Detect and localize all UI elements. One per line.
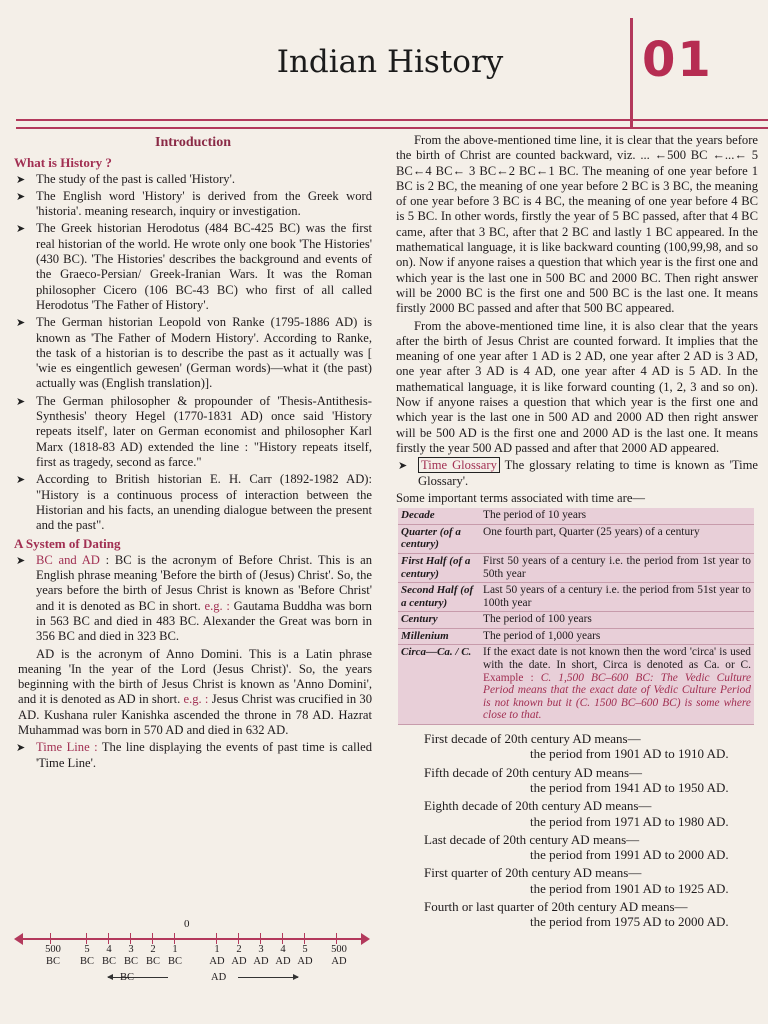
time-glossary-label: Time Glossary	[418, 457, 500, 473]
arrow-bullet-icon: ➤	[16, 394, 26, 408]
decade-answer: the period from 1975 AD to 2000 AD.	[530, 914, 729, 930]
decade-question: Last decade of 20th century AD means—	[424, 831, 640, 847]
bc-arrow-label: BC	[120, 972, 135, 983]
decade-question: Eighth decade of 20th century AD means—	[424, 798, 652, 814]
decade-example	[396, 899, 758, 930]
decade-question: First decade of 20th century AD means—	[424, 731, 641, 747]
timeline-tick	[130, 933, 131, 944]
what-is-history-heading: What is History ?	[14, 155, 112, 171]
timeline-tick	[336, 933, 337, 944]
ad-paragraph: AD is the acronym of Anno Domini. This is a Latin phrase meaning 'In the year of the Lord (Jesus Christ)'. So, the years beginning with the birth of Jesus Christ is known as 'Anno Domini', and it is denoted as AD in short. e.g. : Jesus Christ was crucified in 30 AD. Kushana ruler Kanishka ascended the throne in 78 AD. Hazrat Muhammad was born in 570 AD and died in 632 AD.	[18, 646, 372, 737]
bcad-label: BC and AD	[36, 552, 100, 567]
glossary-row	[398, 524, 754, 553]
timeline-mark-label: 4 AD	[275, 944, 291, 967]
arrow-bullet-icon: ➤	[398, 459, 408, 473]
timeline-tick	[260, 933, 261, 944]
example-label: Example :	[483, 671, 534, 684]
backward-arrow-icon	[108, 977, 168, 978]
arrow-bullet-icon: ➤	[16, 316, 26, 330]
bullet-item: ➤ Time Line : The line displaying the events of past time is called 'Time Line'.	[16, 740, 372, 770]
timeline-mark-label: 2 AD	[231, 944, 247, 967]
chapter-number: 01	[642, 32, 713, 88]
arrow-bullet-icon: ➤	[16, 741, 26, 755]
forward-arrow-icon	[238, 977, 298, 978]
glossary-row	[398, 645, 754, 725]
timeline-mark-label: 3 AD	[253, 944, 269, 967]
example-label: e.g. :	[204, 598, 230, 613]
terms-intro: Some important terms associated with time are—	[396, 490, 646, 505]
decade-answer: the period from 1941 AD to 1950 AD.	[530, 779, 729, 795]
page-title: Indian History	[276, 44, 504, 80]
system-of-dating-heading: A System of Dating	[14, 536, 121, 552]
bullet-item: ➤ The Greek historian Herodotus (484 BC-425 BC) was the first real historian of the world. He wrote only one book 'The Histories' (430 BC). 'The Histories' describes the background and events of the Graeco-Persian/ Greek-Iranian Wars. It was the Roman philosopher Cicero (106 BC-43 BC) who first of all called Herodotus 'The Father of History'.	[16, 221, 372, 312]
decade-example	[396, 731, 758, 762]
glossary-term: Quarter (of a century)	[401, 525, 461, 551]
decade-answer: the period from 1971 AD to 1980 AD.	[530, 813, 729, 829]
timeline-tick	[50, 933, 51, 944]
timeline-tick	[86, 933, 87, 944]
glossary-definition: First 50 years of a century i.e. the period from 1st year to 50th year	[483, 554, 751, 580]
bullet-item: ➤ Time Glossary The glossary relating to time is known as 'Time Glossary'.	[398, 458, 759, 488]
timeline-tick	[152, 933, 153, 944]
timeline-mark-label: 2 BC	[145, 944, 160, 967]
arrow-bullet-icon: ➤	[16, 189, 26, 203]
timeline-diagram	[16, 920, 372, 988]
timeline-tick	[304, 933, 305, 944]
arrow-bullet-icon: ➤	[16, 553, 26, 567]
glossary-definition: One fourth part, Quarter (25 years) of a century	[483, 525, 700, 538]
glossary-row	[398, 628, 754, 645]
timeline-mark-label: 3 BC	[123, 944, 138, 967]
decade-question: Fifth decade of 20th century AD means—	[424, 764, 643, 780]
header-rule	[16, 119, 768, 129]
timeline-mark-label: 1 AD	[209, 944, 225, 967]
glossary-term: Millenium	[401, 629, 449, 642]
bc-explanation-paragraph: From the above-mentioned time line, it is clear that the years before the birth of Christ are counted backward, viz. ... ←500 BC ←...← 5 BC←4 BC← 3 BC←2 BC←1 BC. The meaning of one year before 1 BC is 2 BC, the meaning of one year before 2 BC is 3 BC, the meaning of one year before 3 BC is 4 BC, the meaning of one year before 4 BC is 5 BC. In other words, firstly the year of 5 BC passed, after that 4 BC came, after that 3 BC, after that 2 BC and lastly 1 BC appeared. In the mathematical language, it is like backward counting (100,99,98, and so on). Now if anyone raises a question that which year is the first one and which year is the last one in 500 BC and 2000 BC. Then right answer will be 2000 BC is the first one and 500 BC is the last one. It means firstly 2000 BC passed and after that 500 BC appeared.	[396, 133, 758, 316]
decade-examples	[396, 731, 758, 930]
glossary-term: Century	[401, 613, 438, 626]
decade-question: Fourth or last quarter of 20th century AD means—	[424, 899, 688, 914]
decade-answer: the period from 1901 AD to 1910 AD.	[530, 746, 729, 762]
timeline-tick	[238, 933, 239, 944]
ad-arrow-label: AD	[211, 972, 227, 983]
glossary-definition: The period of 100 years	[483, 613, 592, 626]
timeline-mark-label: 4 BC	[101, 944, 116, 967]
timeline-axis	[16, 938, 368, 940]
chapter-divider	[630, 18, 633, 128]
glossary-definition: Last 50 years of a century i.e. the period from 51st year to 100th year	[483, 584, 751, 609]
bullet-item: ➤ The German philosopher & propounder of 'Thesis-Antithesis-Synthesis' theory Hegel (1770-1831 AD) once said 'History repeats itself', later on German economist and philosopher Karl Marx (1818-83 AD) extended the line : "History repeats itself, first as tragedy, second as farce."	[16, 393, 372, 469]
timeline-tick	[282, 933, 283, 944]
timeline-mark-label: 5 BC	[79, 944, 94, 967]
glossary-row	[398, 583, 754, 612]
glossary-row	[398, 553, 754, 582]
bullet-item: ➤ The study of the past is called 'History'.	[16, 171, 236, 186]
timeline-label: Time Line :	[36, 740, 98, 755]
decade-answer: the period from 1901 AD to 1925 AD.	[530, 880, 729, 896]
glossary-table	[398, 508, 754, 725]
glossary-definition: If the exact date is not known then the word 'circa' is used with the date. In short, Circa is denoted as Ca. or C. Example : C. 1,500 BC–600 BC: The Vedic Culture Period means that the exact date of Vedic Culture Period is not known but it (C. 1500 BC–600 BC) is some where close to that.	[483, 646, 752, 722]
timeline-tick	[108, 933, 109, 944]
timeline-tick	[216, 933, 217, 944]
timeline-mark-label: 1 BC	[167, 944, 182, 967]
bullet-item: ➤ The English word 'History' is derived from the Greek word 'historia'. meaning research, inquiry or investigation.	[16, 188, 372, 219]
glossary-row	[398, 612, 754, 629]
timeline-tick	[174, 933, 175, 944]
bullet-item: ➤ The German historian Leopold von Ranke (1795-1886 AD) is known as 'The Father of Modern History'. According to Ranke, the task of a historian is to describe the past as it actually was [ 'wie es eingentlich gewesen' (German words)—what it (the past) actually was (English translation)].	[16, 315, 372, 391]
glossary-definition: The period of 10 years	[483, 509, 587, 522]
decade-question: First quarter of 20th century AD means—	[424, 865, 642, 881]
timeline-mark-label: 500 AD	[331, 944, 347, 967]
decade-example	[396, 865, 758, 896]
decade-example	[396, 798, 758, 829]
glossary-term: Circa—Ca. / C.	[401, 646, 472, 659]
ad-explanation-paragraph: From the above-mentioned time line, it is also clear that the years after the birth of Jesus Christ are counted forward. It implies that the meaning of one year after 1 AD is 2 AD, one year after 2 AD is 3 AD, one year after 3 AD is 4 AD, one year after 4 AD is 5 AD. In the mathematical language, it is like forward counting (1, 2, 3 and so on). Now if anyone raises a question that which year is the first one and which year is the last one in 500 AD and 2000 AD then right answer will be 500 AD is the first one and 2000 AD is the last one. It means firstly the year 500 AD passed and after that 2000 AD appeared.	[396, 318, 758, 455]
decade-example	[396, 765, 758, 796]
decade-answer: the period from 1991 AD to 2000 AD.	[530, 847, 729, 863]
example-label: e.g. :	[183, 692, 209, 707]
decade-example	[396, 832, 758, 863]
glossary-term: Second Half (of a century)	[401, 584, 474, 609]
left-column	[14, 133, 372, 773]
introduction-heading: Introduction	[155, 135, 231, 150]
arrow-bullet-icon: ➤	[16, 172, 26, 186]
arrow-bullet-icon: ➤	[16, 222, 26, 236]
glossary-term: First Half (of a century)	[401, 554, 471, 580]
timeline-mark-label: 5 AD	[297, 944, 313, 967]
glossary-definition: The period of 1,000 years	[483, 629, 601, 642]
glossary-example: C. 1,500 BC–600 BC: The Vedic Culture Period means that the exact date of Vedic Culture Period is not known but it (C. 1500 BC–600 BC) is some where close to that.	[483, 671, 752, 722]
bullet-item: ➤ According to British historian E. H. Carr (1892-1982 AD): "History is a continuous process of interaction between the Historian and his facts, an unending dialogue between the present and the past".	[16, 472, 372, 533]
right-column	[396, 133, 758, 933]
glossary-term: Decade	[401, 509, 435, 522]
timeline-zero: 0	[184, 918, 190, 930]
bullet-item: ➤ BC and AD : BC is the acronym of Before Christ. This is an English phrase meaning 'Before the birth of (Jesus) Christ'. So, the years before the birth of Jesus Christ is known as 'Before Christ' and it is denoted as BC in short. e.g. : Gautama Buddha was born in 563 BC and died in 483 BC. Alexander the Great was born in 356 BC and died in 323 BC.	[16, 552, 372, 644]
glossary-row	[398, 508, 754, 524]
timeline-mark-label: 500 BC	[45, 944, 61, 967]
arrow-bullet-icon: ➤	[16, 473, 26, 487]
